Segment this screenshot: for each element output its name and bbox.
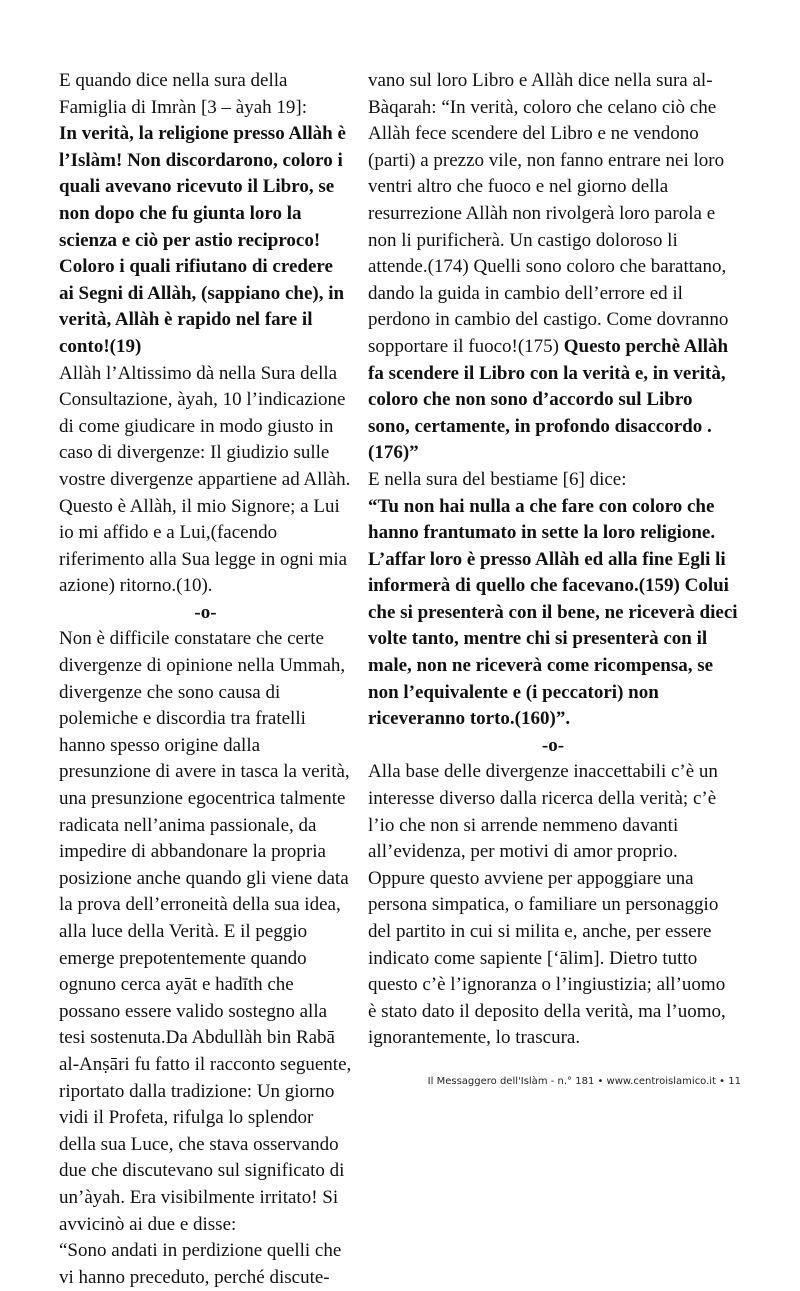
left-paragraph: Allàh l’Altissimo dà nella Sura della Consultazione, àyah, 10 l’indicazione di come giudicare in modo giusto in caso di divergenze: Il giudizio sulle vostre divergenze appartiene ad Allàh. Questo è Allàh, il mio Signore; a Lui io mi affido e a Lui,(facendo riferimento alla Sua legge in ogni mia azione) ritorno.(10). [59, 362, 351, 597]
section-separator: -o- [194, 601, 217, 623]
right-paragraph-quote: Questo perchè Allàh fa scendere il Libro con la verità e, in verità, coloro che non sono d’accordo sul Libro sono, certamente, in profondo disaccordo .(176)” [368, 335, 729, 464]
left-paragraph: Non è difficile constatare che certe divergenze di opinione nella Ummah, divergenze che sono causa di polemiche e discordia tra fratelli hanno spesso origine dalla presunzione di avere in tasca la verità, una presunzione egocentrica talmente radicata nell’anima passionale, da impedire di abbandonare la propria posizione anche quando gli viene data la prova dell’erroneità della sua idea, alla luce della Verità. E il peggio emerge prepotentemente quando ognuno cerca ayāt e hadīth che possano essere valido sostegno alla tesi sostenuta.Da Abdullàh bin Rabā al-Anṣāri fu fatto il racconto seguente, riportato dalla tradizione: Un giorno vidi il Profeta, rifulga lo splendor della sua Luce, che stava osservando due che discutevano sul significato di un’àyah. Era visibilmente irritato! Si avvicinò ai due e disse: [59, 628, 352, 1235]
right-paragraph: E nella sura del bestiame [6] dice: [368, 468, 627, 490]
right-paragraph-quote: “Tu non hai nulla a che fare con coloro che hanno frantumato in sette la loro religione. L’affar loro è presso Allàh ed alla fine Egli li informerà di quello che facevano.(159) Colui che si presenterà con il bene, ne riceverà dieci volte tanto, mentre chi si presenterà con il male, non ne riceverà come ricompensa, se non l’equivalente e (i peccatori) non riceveranno torto.(160)”. [368, 495, 738, 730]
left-paragraph: E quando dice nella sura della Famiglia di Imràn [3 – àyah 19]: [59, 70, 307, 118]
page-footer: Il Messaggero dell'Islàm - n.° 181 • www.centroislamico.it • 11 [427, 1076, 741, 1087]
left-column [59, 68, 352, 1291]
right-paragraph: Alla base delle divergenze inaccettabili c’è un interesse diverso dalla ricerca della verità; c’è l’io che non si arrende nemmeno davanti all’evidenza, per motivi di amor proprio. Oppure questo avviene per appoggiare una persona simpatica, o familiare un personaggio del partito in cui si milita e, anche, per essere indicato come sapiente [‘ālim]. Dietro tutto questo c’è l’ignoranza o l’ingiustizia; all’uomo è stato dato il deposito della verità, ma l’uomo, ignorantemente, lo trascura. [368, 761, 726, 1049]
right-paragraph-text: vano sul loro Libro e Allàh dice nella sura al-Bàqarah: “In verità, coloro che celano ciò che Allàh fece scendere del Libro e ne vendono (parti) a prezzo vile, non fanno entrare nei loro ventri altro che fuoco e nel giorno della resurrezione Allàh non rivolgerà loro parola e non li purificherà. Un castigo doloroso li attende.(174) Quelli sono coloro che barattano, dando la guida in cambio dell’errore ed il perdono in cambio del castigo. Come dovranno sopportare il fuoco!(175) [368, 70, 729, 357]
left-paragraph-quote: In verità, la religione presso Allàh è l’Islàm! Non discordarono, coloro i quali avevano ricevuto il Libro, se non dopo che fu giunta loro la scienza e ciò per astio reciproco! Coloro i quali rifiutano di credere ai Segni di Allàh, (sappiano che), in verità, Allàh è rapido nel fare il conto!(19) [59, 123, 346, 357]
section-separator: -o- [541, 734, 565, 756]
right-paragraph [368, 68, 738, 467]
right-column [368, 68, 738, 1052]
left-paragraph: “Sono andati in perdizione quelli che vi hanno preceduto, perché discute- [59, 1240, 342, 1288]
